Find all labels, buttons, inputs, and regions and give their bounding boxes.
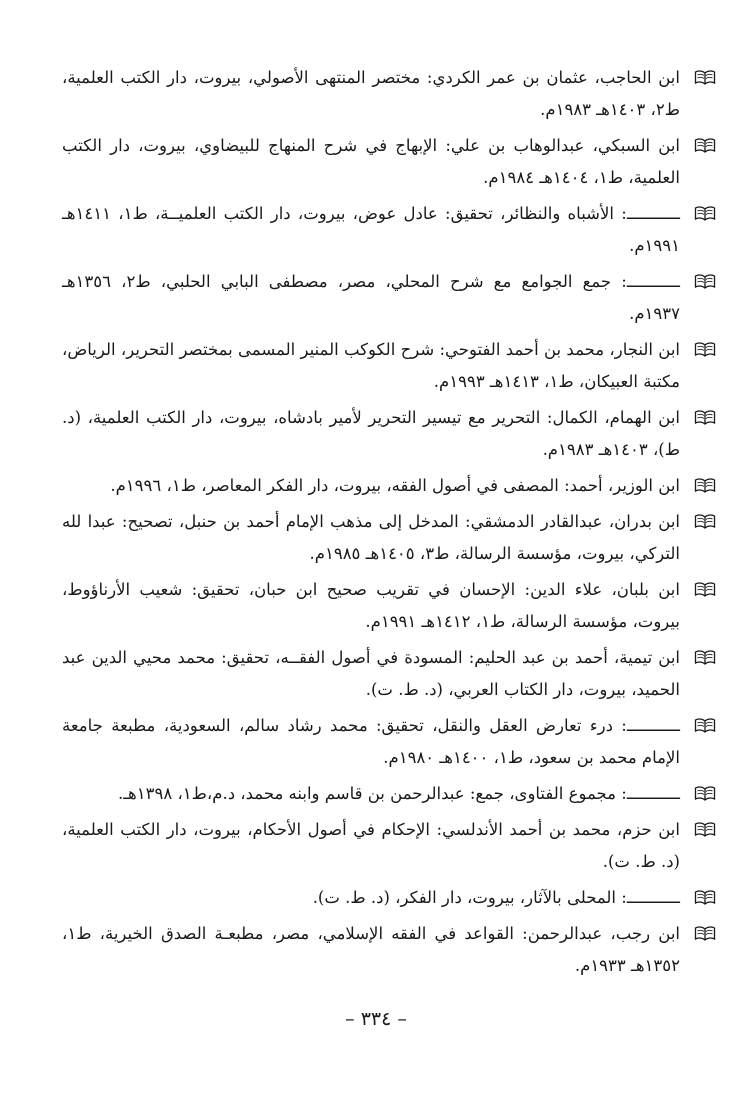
bibliography-entry [62,62,680,126]
bibliography-entry [62,198,680,262]
entry-text: ابن بلبان، علاء الدين: الإحسان في تقريب صحيح ابن حبان، تحقيق: شعيب الأرناؤوط، بيروت، مؤسسة الرسالة، ط١، ١٤١٢هـ ١٩٩١م. [62,580,680,631]
open-book-icon [694,272,716,290]
entry-text: ابن بدران، عبدالقادر الدمشقي: المدخل إلى مذهب الإمام أحمد بن حنبل، تصحيح: عبدا لله التركي، بيروت، مؤسسة الرسالة، ط٣، ١٤٠٥هـ ١٩٨٥م. [62,512,680,563]
entry-text: ابن تيمية، أحمد بن عبد الحليم: المسودة في أصول الفقــه، تحقيق: محمد محيي الدين عبد الحميد، بيروت، دار الكتاب العربي، (د. ط. ت). [62,648,680,699]
entry-text: ـــــــــــ: مجموع الفتاوى، جمع: عبدالرحمن بن قاسم وابنه محمد، د.م،ط١، ١٣٩٨هـ. [117,784,680,803]
bibliography-entry [62,710,680,774]
open-book-icon [694,512,716,530]
entry-text: ابن الوزير، أحمد: المصفى في أصول الفقه، بيروت، دار الفكر المعاصر، ط١، ١٩٩٦م. [110,476,680,495]
open-book-icon [694,648,716,666]
entry-text: ـــــــــــ: درء تعارض العقل والنقل، تحقيق: محمد رشاد سالم، السعودية، مطبعة جامعة الإمام محمد بن سعود، ط١، ١٤٠٠هـ ١٩٨٠م. [62,716,680,767]
bibliography-entry [62,506,680,570]
open-book-icon [694,820,716,838]
bibliography-entry [62,470,680,502]
open-book-icon [694,340,716,358]
bibliography-entry [62,882,680,914]
open-book-icon [694,716,716,734]
open-book-icon [694,68,716,86]
open-book-icon [694,136,716,154]
bibliography-entry [62,642,680,706]
bibliography-list [62,62,680,982]
entry-text: ابن السبكي، عبدالوهاب بن علي: الإبهاج في شرح المنهاج للبيضاوي، بيروت، دار الكتب العلمية، ط١، ١٤٠٤هـ ١٩٨٤م. [62,136,680,187]
open-book-icon [694,888,716,906]
bibliography-entry [62,814,680,878]
open-book-icon [694,924,716,942]
open-book-icon [694,204,716,222]
entry-text: ـــــــــــ: المحلى بالآثار، بيروت، دار الفكر، (د. ط. ت). [312,888,680,907]
bibliography-entry [62,918,680,982]
open-book-icon [694,580,716,598]
entry-text: ابن رجب، عبدالرحمن: القواعد في الفقه الإسلامي، مصر، مطبعـة الصدق الخيرية، ط١، ١٣٥٢هـ ١٩٣٣م. [62,924,680,975]
bibliography-entry [62,266,680,330]
entry-text: ابن الهمام، الكمال: التحرير مع تيسير التحرير لأمير بادشاه، بيروت، دار الكتب العلمية، (د. ط)، ١٤٠٣هـ ١٩٨٣م. [62,408,680,459]
bibliography-entry [62,334,680,398]
entry-text: ـــــــــــ: جمع الجوامع مع شرح المحلي، مصر، مصطفى البابي الحلبي، ط٢، ١٣٥٦هـ ١٩٣٧م. [62,272,680,323]
bibliography-entry [62,402,680,466]
page-number: – ٣٣٤ – [345,1008,407,1030]
open-book-icon [694,784,716,802]
entry-text: ابن الحاجب، عثمان بن عمر الكردي: مختصر المنتهى الأصولي، بيروت، دار الكتب العلمية، ط٢، ١٤٠٣هـ ١٩٨٣م. [62,68,680,119]
bibliography-entry [62,130,680,194]
open-book-icon [694,476,716,494]
bibliography-entry [62,778,680,810]
entry-text: ابن النجار، محمد بن أحمد الفتوحي: شرح الكوكب المنير المسمى بمختصر التحرير، الرياض، مكتبة العبيكان، ط١، ١٤١٣هـ ١٩٩٣م. [62,340,680,391]
entry-text: ابن حزم، محمد بن أحمد الأندلسي: الإحكام في أصول الأحكام، بيروت، دار الكتب العلمية، (د. ط. ت). [62,820,680,871]
entry-text: ـــــــــــ: الأشباه والنظائر، تحقيق: عادل عوض، بيروت، دار الكتب العلميــة، ط١، ١٤١١هـ ١٩٩١م. [62,204,680,255]
open-book-icon [694,408,716,426]
bibliography-entry [62,574,680,638]
